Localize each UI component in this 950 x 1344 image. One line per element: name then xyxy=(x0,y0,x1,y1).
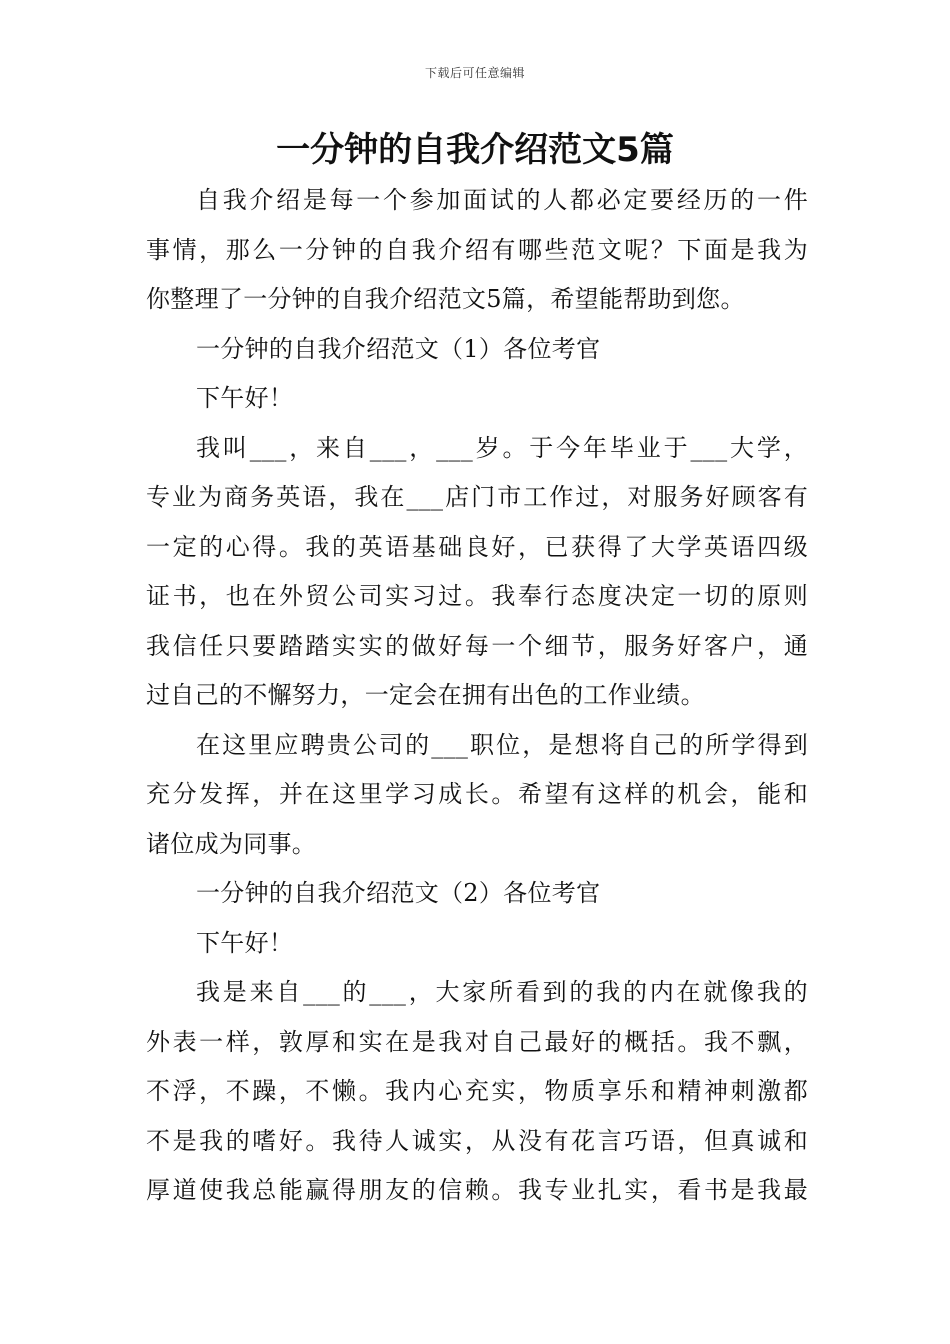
body-line: 我叫___，来自___，___岁。于今年毕业于___大学， xyxy=(196,433,808,462)
greeting-line: 下午好！ xyxy=(196,928,294,957)
body-line: 不浮，不躁，不懒。我内心充实，物质享乐和精神刺激都 xyxy=(146,1077,808,1105)
body-line: 事情，那么一分钟的自我介绍有哪些范文呢？下面是我为 xyxy=(146,235,808,264)
section-heading: 一分钟的自我介绍范文（2）各位考官 xyxy=(196,879,601,907)
document-title: 一分钟的自我介绍范文5篇 xyxy=(276,130,674,170)
body-line: 自我介绍是每一个参加面试的人都必定要经历的一件 xyxy=(196,186,808,214)
body-line: 证书，也在外贸公司实习过。我奉行态度决定一切的原则 xyxy=(146,582,808,610)
body-line: 不是我的嗜好。我待人诚实，从没有花言巧语，但真诚和 xyxy=(146,1126,808,1155)
body-line: 充分发挥，并在这里学习成长。希望有这样的机会，能和 xyxy=(146,780,808,808)
body-line: 我是来自___的___，大家所看到的我的内在就像我的 xyxy=(196,978,808,1006)
body-line: 一定的心得。我的英语基础良好，已获得了大学英语四级 xyxy=(146,532,808,561)
body-line: 你整理了一分钟的自我介绍范文5篇，希望能帮助到您。 xyxy=(146,285,745,313)
header-note: 下载后可任意编辑 xyxy=(424,66,525,80)
greeting-line: 下午好！ xyxy=(196,384,294,412)
body-line: 诸位成为同事。 xyxy=(146,829,317,858)
body-line: 外表一样，敦厚和实在是我对自己最好的概括。我不飘， xyxy=(146,1027,808,1056)
body-line: 在这里应聘贵公司的___职位，是想将自己的所学得到 xyxy=(196,730,808,759)
document-body xyxy=(146,176,808,1216)
body-line: 专业为商务英语，我在___店门市工作过，对服务好顾客有 xyxy=(146,483,808,511)
body-line: 厚道使我总能赢得朋友的信赖。我专业扎实，看书是我最 xyxy=(146,1176,808,1204)
body-line: 我信任只要踏踏实实的做好每一个细节，服务好客户，通 xyxy=(146,631,808,660)
body-line: 过自己的不懈努力，一定会在拥有出色的工作业绩。 xyxy=(146,681,705,709)
section-heading: 一分钟的自我介绍范文（1）各位考官 xyxy=(196,334,601,363)
